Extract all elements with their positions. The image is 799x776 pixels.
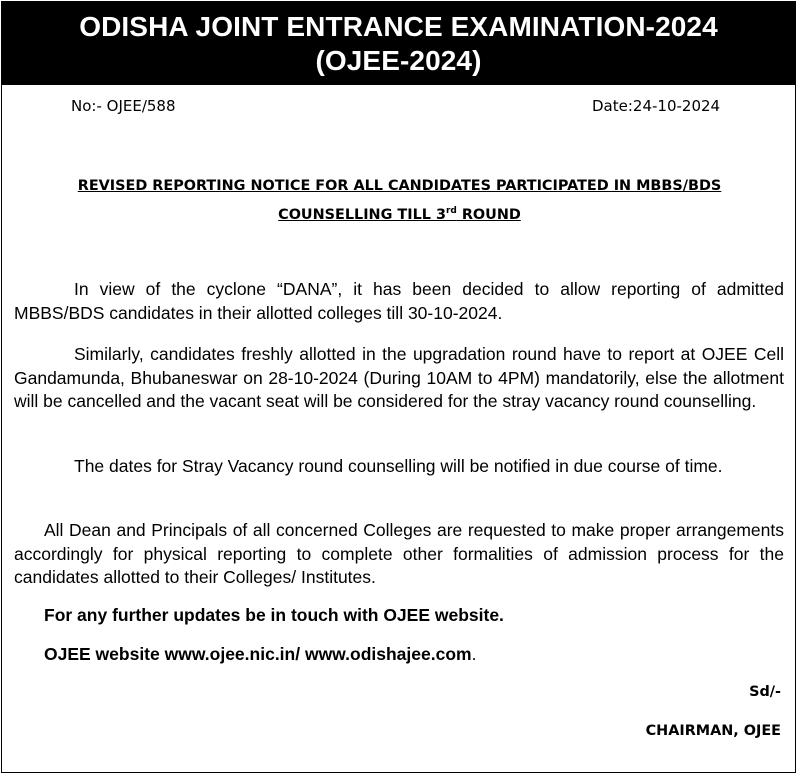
header-subtitle: (OJEE-2024) — [315, 45, 482, 76]
header-title: ODISHA JOINT ENTRANCE EXAMINATION-2024 — [79, 11, 718, 42]
header-banner — [1, 1, 796, 85]
reference-number: No:- OJEE/588 — [71, 97, 176, 115]
paragraph-cyclone — [14, 278, 784, 325]
website-period: . — [471, 644, 477, 664]
paragraph-stray-vacancy — [14, 455, 784, 479]
paragraph-stray-vacancy-text: The dates for Stray Vacancy round counselling will be notified in due course of time. — [74, 456, 723, 476]
website-line — [44, 642, 476, 666]
updates-line: For any further updates be in touch with OJEE website. — [44, 605, 504, 625]
subject-line-1: REVISED REPORTING NOTICE FOR ALL CANDIDATES PARTICIPATED IN MBBS/BDS — [77, 178, 722, 194]
subject-line-2 — [0, 199, 799, 228]
notice-date: Date:24-10-2024 — [592, 97, 721, 115]
signature-designation: CHAIRMAN, OJEE — [645, 723, 781, 739]
paragraph-deans — [14, 519, 784, 590]
signature-sd: Sd/- — [749, 684, 781, 700]
paragraph-deans-text: All Dean and Principals of all concerned Colleges are requested to make proper arrangements accordingly for physical reporting to complete other formalities of admission process for the candidates allotted to their Colleges/ Institutes. — [14, 520, 784, 588]
website-text: OJEE website www.ojee.nic.in/ www.odishajee.com — [44, 644, 472, 664]
paragraph-upgradation — [14, 343, 784, 414]
subject-superscript: rd — [445, 206, 457, 216]
paragraph-upgradation-text: Similarly, candidates freshly allotted in the upgradation round have to report at OJEE Cell Gandamunda, Bhubaneswar on 28-10-2024 (During 10AM to 4PM) mandatorily, else the allotment will be cancelled and the vacant seat will be considered for the stray vacancy round counselling. — [14, 344, 784, 412]
subject-line-2-suffix: ROUND — [456, 206, 521, 223]
subject-line-2-prefix: COUNSELLING TILL 3 — [278, 206, 446, 223]
paragraph-cyclone-text: In view of the cyclone “DANA”, it has been decided to allow reporting of admitted MBBS/BDS candidates in their allotted colleges till 30-10-2024. — [14, 279, 784, 323]
